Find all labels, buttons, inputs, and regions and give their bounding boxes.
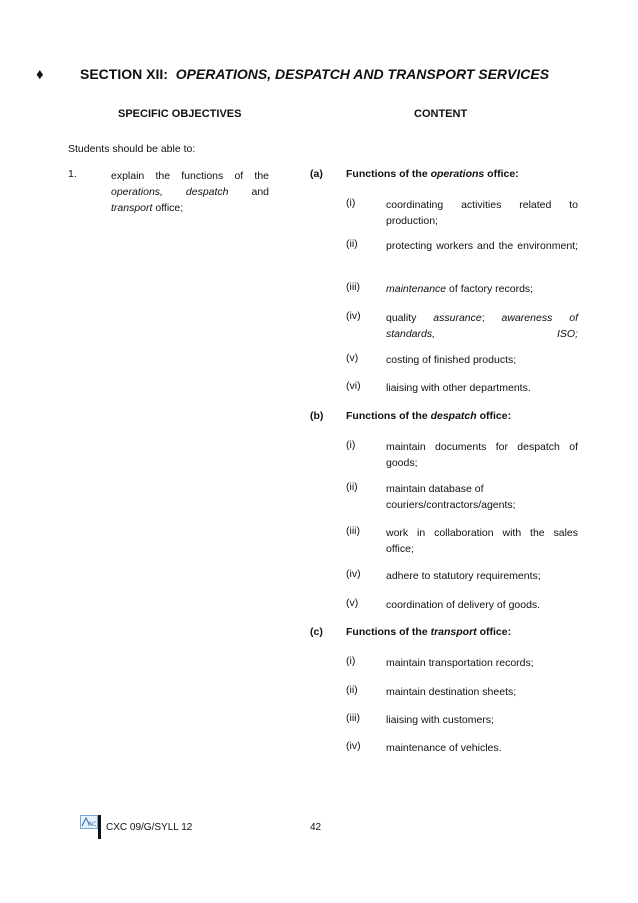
section-label: SECTION XII: [80, 66, 168, 82]
objective-transport: transport [111, 202, 153, 214]
page-number: 42 [310, 822, 322, 833]
group-a-item-6-num: (vi) [346, 380, 361, 392]
group-b-item-1-text: maintain documents for despatch of goods; [386, 441, 578, 469]
group-c-item-4-num: (iv) [346, 740, 361, 752]
group-a-title-post: office: [484, 168, 519, 180]
group-a-item-2-text: protecting workers and the environment; [386, 240, 578, 252]
group-a-item-5-text: costing of finished products; [386, 354, 517, 366]
group-a-item-3-text [386, 281, 578, 297]
cxc-logo-icon [80, 815, 98, 829]
group-a-item-5-num: (v) [346, 352, 359, 364]
objective-text [111, 168, 269, 216]
logo-text: AC [88, 821, 97, 828]
group-c-item-1-num: (i) [346, 655, 356, 667]
group-c-item-4-text: maintenance of vehicles. [386, 742, 502, 754]
group-c-title-post: office: [476, 626, 512, 638]
group-a-item-4-text [386, 310, 578, 342]
group-c-title-pre: Functions of the [346, 626, 431, 638]
group-c-title-em: transport [430, 626, 477, 638]
group-c-title [346, 626, 511, 638]
group-a-item-4-pre: quality [386, 312, 434, 324]
section-subtitle: OPERATIONS, DESPATCH AND TRANSPORT SERVICES [175, 66, 550, 82]
objective-suffix: office; [152, 202, 184, 214]
group-a-item-4-num: (iv) [346, 310, 361, 322]
group-a-item-4-em1: assurance [433, 312, 482, 324]
group-c-item-2-num: (ii) [346, 684, 358, 696]
group-a-item-4-em2: awareness of standards, ISO; [386, 312, 578, 340]
group-a-item-2-num: (ii) [346, 238, 358, 250]
objective-operations: operations, [111, 186, 163, 198]
group-a-title-em: operations [430, 168, 485, 180]
objective-despatch: despatch [185, 186, 229, 198]
group-c-item-3-num: (iii) [346, 712, 360, 724]
group-c-item-3-text: liaising with customers; [386, 714, 494, 726]
objectives-heading: SPECIFIC OBJECTIVES [118, 108, 242, 120]
group-b-title-em: despatch [430, 410, 477, 422]
footer-divider [98, 815, 101, 839]
group-b-label: (b) [310, 410, 324, 422]
section-title [80, 66, 549, 82]
group-a-title [346, 168, 519, 180]
group-b-item-3-num: (iii) [346, 525, 360, 537]
objective-prefix: explain the functions of the [111, 170, 269, 182]
group-b-item-1-num: (i) [346, 439, 356, 451]
group-a-item-3-rest: of factory records; [446, 283, 534, 295]
group-b-item-5-num: (v) [346, 597, 359, 609]
objective-and: and [228, 186, 269, 198]
group-b-item-4-text: adhere to statutory requirements; [386, 570, 541, 582]
group-a-item-1-text: coordinating activities related to production; [386, 199, 578, 227]
objective-space [163, 186, 186, 198]
group-a-item-6-text: liaising with other departments. [386, 382, 531, 394]
group-a-item-3-num: (iii) [346, 281, 360, 293]
group-a-item-3-em: maintenance [386, 283, 447, 295]
group-c-label: (c) [310, 626, 323, 638]
group-b-title-post: office: [476, 410, 512, 422]
group-c-item-2-text: maintain destination sheets; [386, 686, 517, 698]
group-a-label: (a) [310, 168, 323, 180]
footer-code: CXC 09/G/SYLL 12 [106, 822, 193, 833]
content-heading: CONTENT [414, 108, 468, 120]
group-b-item-2-text: maintain database of couriers/contractors/agents; [386, 483, 516, 511]
group-b-item-5-text: coordination of delivery of goods. [386, 599, 541, 611]
group-b-title [346, 410, 511, 422]
section-bullet: ♦ [36, 66, 44, 83]
objective-number: 1. [68, 168, 77, 180]
group-c-item-1-text: maintain transportation records; [386, 657, 534, 669]
group-b-item-2-num: (ii) [346, 481, 358, 493]
group-b-title-pre: Functions of the [346, 410, 431, 422]
group-a-item-4-mid: ; [481, 312, 502, 324]
group-a-title-pre: Functions of the [346, 168, 431, 180]
group-a-item-1-num: (i) [346, 197, 356, 209]
group-b-item-4-num: (iv) [346, 568, 361, 580]
group-b-item-3-text: work in collaboration with the sales office; [386, 527, 578, 555]
intro-text: Students should be able to: [68, 143, 196, 155]
